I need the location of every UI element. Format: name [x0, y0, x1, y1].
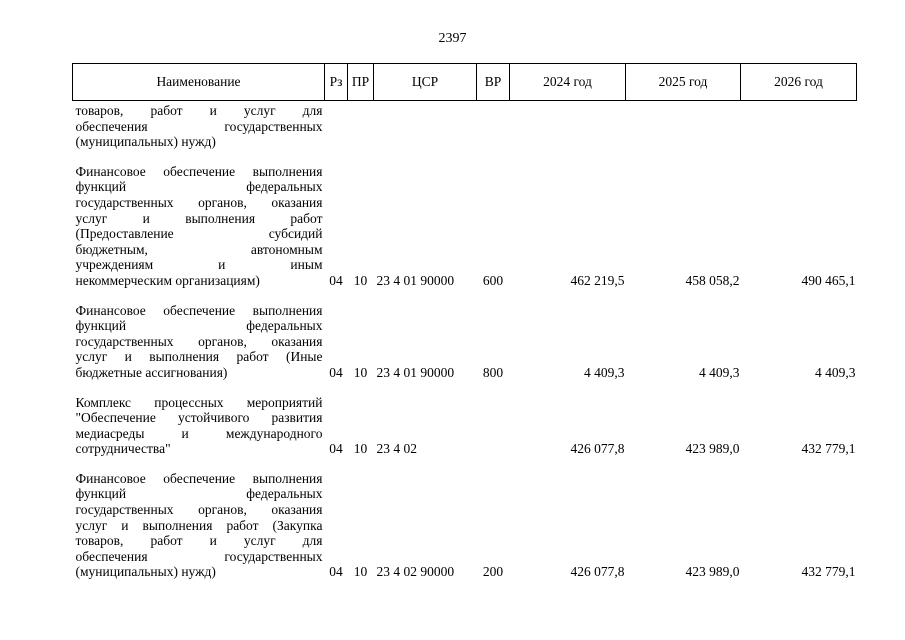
row-name-line: (муниципальных) нужд): [75, 564, 216, 580]
row-name-line: бюджетные ассигнования): [75, 364, 228, 380]
header-2026: 2026 год: [741, 64, 857, 101]
row-csr: [374, 101, 477, 155]
header-csr: ЦСР: [374, 64, 477, 101]
row-2025: 423 989,0: [685, 564, 740, 580]
row-name-line: государственных органов, оказания: [75, 194, 323, 210]
row-2025: 423 989,0: [685, 441, 740, 457]
row-name-line: обеспечения государственных: [75, 118, 323, 134]
row-csr: 23 4 02 90000: [376, 564, 455, 580]
header-rz: Рз: [325, 64, 348, 101]
row-2026: 432 779,1: [801, 441, 856, 457]
row-name: [73, 101, 325, 155]
row-rz: 04: [329, 441, 343, 457]
row-name-line: Финансовое обеспечение выполнения: [75, 470, 323, 486]
row-name-line: (муниципальных) нужд): [75, 134, 216, 150]
row-name-line: Финансовое обеспечение выполнения: [75, 302, 323, 318]
row-2025: 4 409,3: [699, 364, 740, 380]
table-body: [73, 101, 857, 586]
row-name-line: Финансовое обеспечение выполнения: [75, 163, 323, 179]
row-name-line: некоммерческим организациям): [75, 272, 260, 288]
row-name-line: функций федеральных: [75, 179, 323, 195]
row-name-line: (Предоставление субсидий: [75, 226, 323, 242]
row-name-line: функций федеральных: [75, 318, 323, 334]
row-2024: 426 077,8: [570, 564, 625, 580]
row-csr: 23 4 01 90000: [376, 364, 455, 380]
row-2026: 432 779,1: [801, 564, 856, 580]
row-pr: 10: [353, 272, 368, 288]
row-2024: 4 409,3: [584, 364, 625, 380]
row-vr: [477, 386, 510, 462]
row-vr: [477, 101, 510, 155]
header-pr: ПР: [348, 64, 374, 101]
row-name-line: услуг и выполнения работ: [75, 210, 323, 226]
row-pr: 10: [353, 441, 368, 457]
row-pr: 10: [353, 564, 368, 580]
row-rz: 04: [329, 364, 343, 380]
row-2024: [510, 101, 626, 155]
row-name-line: услуг и выполнения работ (Иные: [75, 349, 323, 365]
row-name-line: "Обеспечение устойчивого развития: [75, 410, 323, 426]
row-2026: 4 409,3: [815, 364, 856, 380]
row-pr: 10: [353, 364, 368, 380]
row-2025: 458 058,2: [685, 272, 740, 288]
row-2025: [626, 101, 741, 155]
row-2024: 462 219,5: [570, 272, 625, 288]
table-row: [73, 462, 857, 585]
row-name-line: услуг и выполнения работ (Закупка: [75, 517, 323, 533]
table-row: [73, 155, 857, 294]
row-name: [73, 155, 325, 294]
row-pr: [348, 101, 374, 155]
row-name-line: обеспечения государственных: [75, 548, 323, 564]
row-name-line: учреждениям и иным: [75, 257, 323, 273]
row-name-line: Комплекс процессных мероприятий: [75, 394, 323, 410]
row-name-line: государственных органов, оказания: [75, 502, 323, 518]
row-name: [73, 386, 325, 462]
row-name-line: товаров, работ и услуг для: [75, 103, 323, 118]
row-vr: 800: [482, 364, 504, 380]
header-2025: 2025 год: [626, 64, 741, 101]
row-name-line: государственных органов, оказания: [75, 333, 323, 349]
row-name-line: товаров, работ и услуг для: [75, 533, 323, 549]
table-row: [73, 386, 857, 462]
row-rz: [325, 101, 348, 155]
row-rz: 04: [329, 564, 343, 580]
header-name: Наименование: [73, 64, 325, 101]
row-rz: 04: [329, 272, 343, 288]
row-2026: 490 465,1: [801, 272, 856, 288]
header-2024: 2024 год: [510, 64, 626, 101]
row-2024: 426 077,8: [570, 441, 625, 457]
page-number: 2397: [438, 31, 467, 46]
row-name: [73, 462, 325, 585]
row-csr: 23 4 02: [376, 441, 417, 457]
table-header-row: [73, 64, 857, 101]
row-csr: 23 4 01 90000: [376, 272, 455, 288]
row-name-line: бюджетным, автономным: [75, 241, 323, 257]
row-2026: [741, 101, 857, 155]
budget-table: [72, 63, 857, 585]
row-vr: 200: [482, 564, 504, 580]
header-vr: ВР: [477, 64, 510, 101]
table-row: [73, 294, 857, 386]
row-name-line: медиасреды и международного: [75, 425, 323, 441]
row-name: [73, 294, 325, 386]
row-vr: 600: [482, 272, 504, 288]
row-name-line: функций федеральных: [75, 486, 323, 502]
table-row: [73, 101, 857, 155]
row-name-line: сотрудничества": [75, 441, 171, 457]
